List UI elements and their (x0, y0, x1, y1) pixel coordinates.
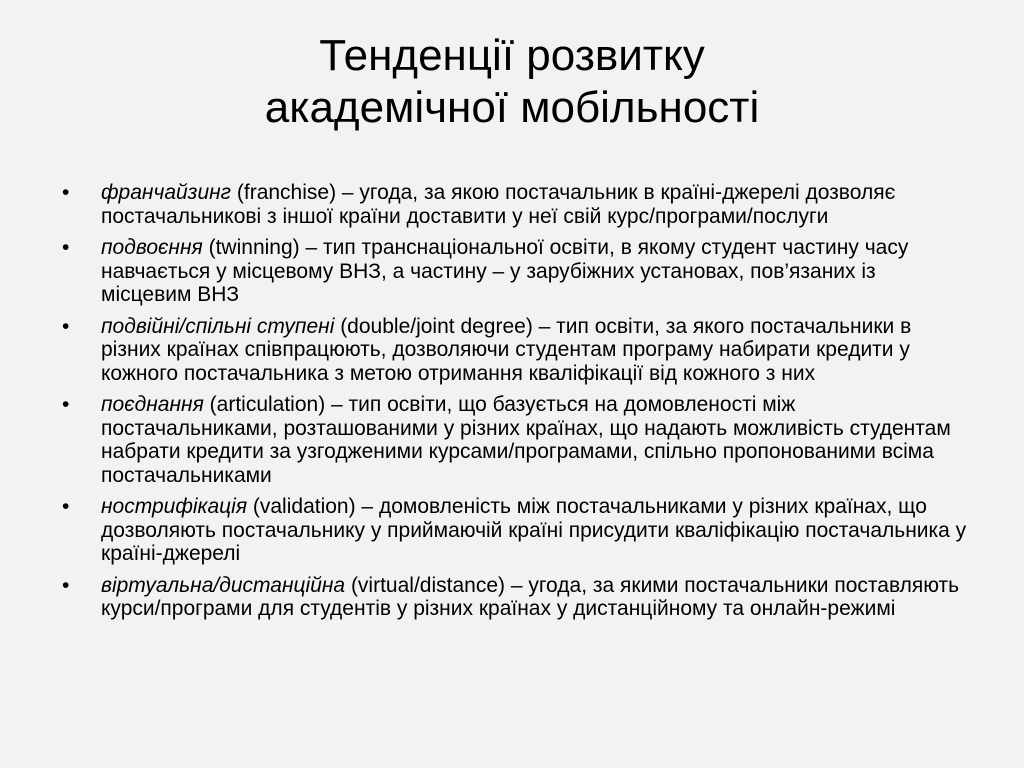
definition-virtual-distance: (virtual/distance) – угода, за якими постачальники поставляють курси/програми для студентів у різних країнах у дистанційному та онлайн-режимі (101, 573, 960, 620)
bullet-item-validation (0, 495, 1024, 566)
bullet-item-twinning (0, 236, 1024, 307)
term-virtual-distance: віртуальна/дистанційна (101, 573, 346, 597)
definition-articulation: (articulation) – тип освіти, що базується на домовленості між постачальниками, розташованими у різних країнах, що надають можливість студентам набрати кредити за узгодженими курсами/програмами, спільно пропонованими всіма постачальниками (101, 393, 951, 487)
term-franchise: франчайзинг (101, 181, 232, 204)
bullet-icon: • (62, 314, 70, 338)
bullet-icon: • (62, 393, 70, 416)
bullet-icon: • (62, 573, 70, 597)
bullet-item-articulation (0, 393, 1024, 487)
slide-title (0, 30, 1024, 134)
bullet-item-virtual-distance (0, 574, 1024, 621)
definition-franchise: (franchise) – угода, за якою постачальник в країні-джерелі дозволяє постачальникові з іншої країни доставити у неї свій курс/програми/послуги (101, 181, 896, 228)
term-validation: нострифікація (101, 495, 248, 518)
definition-twinning: (twinning) – тип транснаціональної освіти, в якому студент частину часу навчається у місцевому ВНЗ, а частину – у зарубіжних установах, пов’язаних із місцевим ВНЗ (101, 236, 909, 306)
definition-validation: (validation) – домовленість між постачальниками у різних країнах, що дозволяють постачальнику у приймаючій країні присудити кваліфікацію постачальника у країні-джерелі (101, 495, 967, 565)
bullet-item-franchise (0, 181, 1024, 228)
definition-double-degree: (double/joint degree) – тип освіти, за якого постачальники в різних країнах співпрацюють, дозволяючи студентам програму набирати кредити у кожного постачальника з метою отримання кваліфікації від кожного з них (101, 314, 912, 385)
bullet-icon: • (62, 495, 70, 518)
bullet-item-double-degree (0, 315, 1024, 386)
term-twinning: подвоєння (101, 236, 203, 259)
title-line-1: Тенденції розвитку (319, 31, 705, 80)
term-articulation: поєднання (101, 393, 204, 416)
bullet-list (0, 181, 1024, 629)
bullet-icon: • (62, 236, 70, 259)
title-line-2: академічної мобільності (264, 83, 760, 132)
bullet-icon: • (62, 181, 70, 204)
term-double-degree: подвійні/спільні ступені (101, 314, 335, 338)
